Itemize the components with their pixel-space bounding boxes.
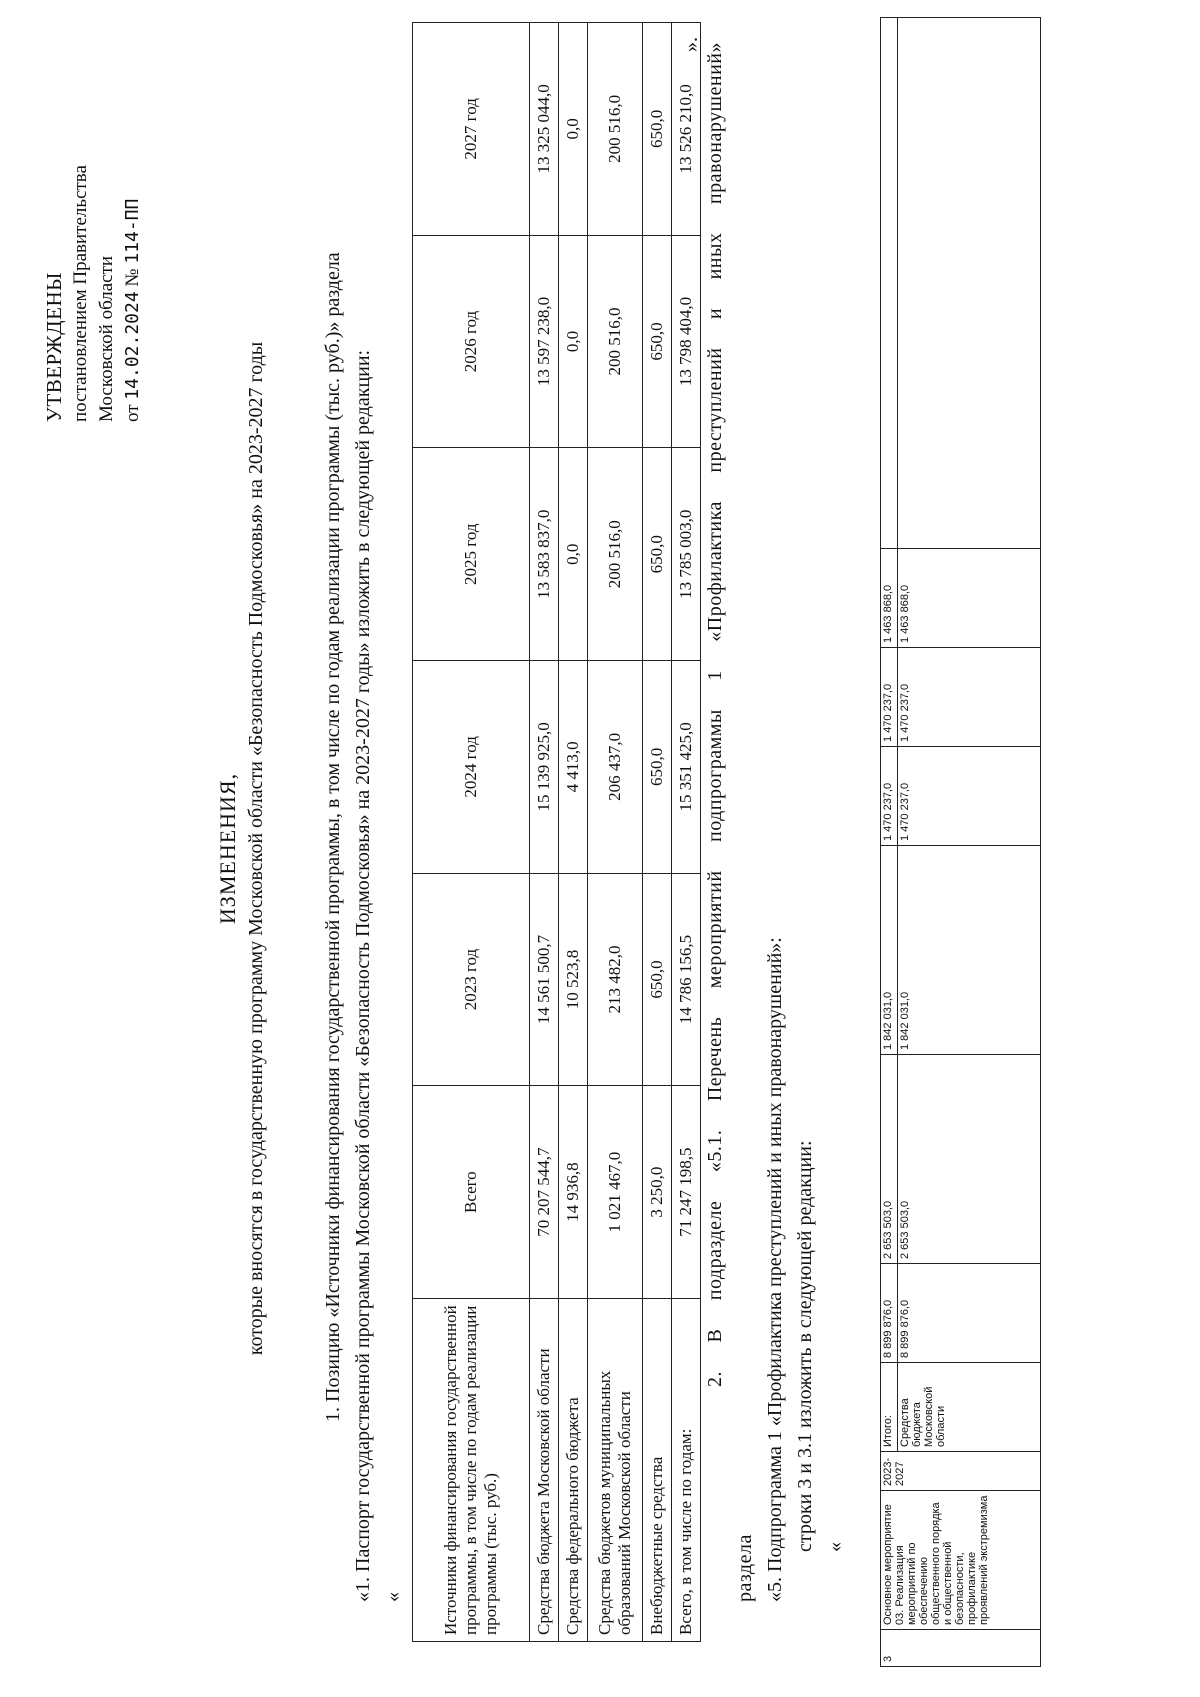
approval-line-3: Московской области <box>95 255 117 422</box>
table-cell: 15 139 925,0 <box>530 661 559 874</box>
table-cell: 1 470 237,0 <box>898 747 1041 846</box>
table-cell: 14 786 156,5 <box>672 873 701 1086</box>
table-cell: 213 482,0 <box>588 873 643 1086</box>
table-cell: 200 516,0 <box>588 235 643 448</box>
table-cell: 1 470 237,0 <box>898 648 1041 747</box>
table-cell: 13 785 003,0 <box>672 448 701 661</box>
measure-period: 2023-2027 <box>881 1452 1041 1491</box>
table-cell: 650,0 <box>643 235 672 448</box>
table-row <box>672 23 701 1642</box>
table-cell: 3 250,0 <box>643 1086 672 1299</box>
paragraph-2-line-1: 2. В подразделе «5.1. Перечень мероприятий подпрограммы 1 «Профилактика преступлений и иных правонарушений» раздела <box>704 42 756 1602</box>
table-cell: 10 523,8 <box>559 873 588 1086</box>
paragraph-1-open-quote: « <box>382 1592 404 1602</box>
table-cell: 15 351 425,0 <box>672 661 701 874</box>
table-cell: 8 899 876,0 <box>881 1264 898 1363</box>
paragraph-1-line-2: «1. Паспорт государственной программы Московской области «Безопасность Подмосковья» на 2023-2027 годы» изложить в следующей редакции: <box>352 349 374 1602</box>
row-label: Средства бюджетов муниципальных образований Московской области <box>588 1299 643 1642</box>
table-row <box>643 23 672 1642</box>
table-cell: 14 936,8 <box>559 1086 588 1299</box>
table-row <box>898 18 1041 1667</box>
row-number: 3 <box>881 1630 1041 1667</box>
approval-number: 114-ПП <box>121 198 143 264</box>
header-total: Всего <box>413 1086 530 1299</box>
header-2024: 2024 год <box>413 661 530 874</box>
table-cell: 0,0 <box>559 235 588 448</box>
header-2026: 2026 год <box>413 235 530 448</box>
table-cell: 70 207 544,7 <box>530 1086 559 1299</box>
table-cell: 1 021 467,0 <box>588 1086 643 1299</box>
date-prefix: от <box>121 404 143 422</box>
row-label: Всего, в том числе по годам: <box>672 1299 701 1642</box>
table-cell: 650,0 <box>643 23 672 236</box>
header-2023: 2023 год <box>413 873 530 1086</box>
table-row <box>559 23 588 1642</box>
table-cell: 13 798 404,0 <box>672 235 701 448</box>
title-sub: которые вносятся в государственную программу Московской области «Безопасность Подмосковья» на 2023-2027 годы <box>245 341 267 1356</box>
document-title <box>215 0 268 1697</box>
paragraph-2-line-3: строки 3 и 3.1 изложить в следующей редакции: <box>794 1140 816 1552</box>
paragraph-1-line-1: 1. Позицию «Источники финансирования государственной программы, в том числе по годам реализации программы (тыс. руб.)» раздела <box>322 252 344 1422</box>
header-2025: 2025 год <box>413 448 530 661</box>
table-cell: 2 653 503,0 <box>881 1055 898 1264</box>
table-cell-empty <box>898 18 1041 549</box>
measures-table <box>880 17 1041 1667</box>
table-cell: 0,0 <box>559 23 588 236</box>
table-row <box>588 23 643 1642</box>
table-cell: 1 842 031,0 <box>881 846 898 1055</box>
table-cell: 13 325 044,0 <box>530 23 559 236</box>
paragraph-2-open-quote: « <box>824 1542 846 1552</box>
table-cell: 1 470 237,0 <box>881 648 898 747</box>
paragraph-1 <box>318 42 408 1602</box>
table-cell: 2 653 503,0 <box>898 1055 1041 1264</box>
table-cell: 650,0 <box>643 661 672 874</box>
table-cell: 0,0 <box>559 448 588 661</box>
paragraph-2 <box>700 42 850 1602</box>
row-label: Внебюджетные средства <box>643 1299 672 1642</box>
funding-source: Итого: <box>881 1363 898 1452</box>
approval-title: УТВЕРЖДЕНЫ <box>42 272 66 422</box>
financing-table <box>412 22 701 1642</box>
table-cell: 8 899 876,0 <box>898 1264 1041 1363</box>
number-prefix: № <box>121 268 143 287</box>
table-cell: 4 413,0 <box>559 661 588 874</box>
measure-name: Основное мероприятие 03. Реализация мероприятий по обеспечению общественного порядка и общественной безопасности, профилактике проявлений экстремизма <box>881 1491 1041 1630</box>
table-1-close-quote: ». <box>680 37 702 52</box>
row-label: Средства бюджета Московской области <box>530 1299 559 1642</box>
table-cell: 650,0 <box>643 448 672 661</box>
table-cell: 1 842 031,0 <box>898 846 1041 1055</box>
approval-date-line <box>120 22 146 422</box>
table-cell: 206 437,0 <box>588 661 643 874</box>
table-cell-empty <box>881 18 898 549</box>
approval-date: 14.02.2024 <box>121 291 143 400</box>
table-cell: 1 463 868,0 <box>898 549 1041 648</box>
funding-source: Средства бюджета Московской области <box>898 1363 1041 1452</box>
header-source: Источники финансирования государственной программы, в том числе по годам реализации программы (тыс. руб.) <box>413 1299 530 1642</box>
table-cell: 13 526 210,0 <box>672 23 701 236</box>
table-cell: 14 561 500,7 <box>530 873 559 1086</box>
row-label: Средства федерального бюджета <box>559 1299 588 1642</box>
table-row <box>530 23 559 1642</box>
table-cell: 200 516,0 <box>588 448 643 661</box>
table-cell: 71 247 198,5 <box>672 1086 701 1299</box>
table-cell: 13 583 837,0 <box>530 448 559 661</box>
financing-table-header <box>413 23 530 1642</box>
header-2027: 2027 год <box>413 23 530 236</box>
approval-line-2: постановлением Правительства <box>70 165 92 422</box>
paragraph-2-line-2: «5. Подпрограмма 1 «Профилактика преступлений и иных правонарушений»: <box>764 937 786 1602</box>
approval-block <box>40 22 145 422</box>
table-row <box>881 18 898 1667</box>
table-cell: 200 516,0 <box>588 23 643 236</box>
table-cell: 1 463 868,0 <box>881 549 898 648</box>
title-main: ИЗМЕНЕНИЯ, <box>215 772 240 925</box>
table-cell: 13 597 238,0 <box>530 235 559 448</box>
table-cell: 650,0 <box>643 873 672 1086</box>
table-cell: 1 470 237,0 <box>881 747 898 846</box>
